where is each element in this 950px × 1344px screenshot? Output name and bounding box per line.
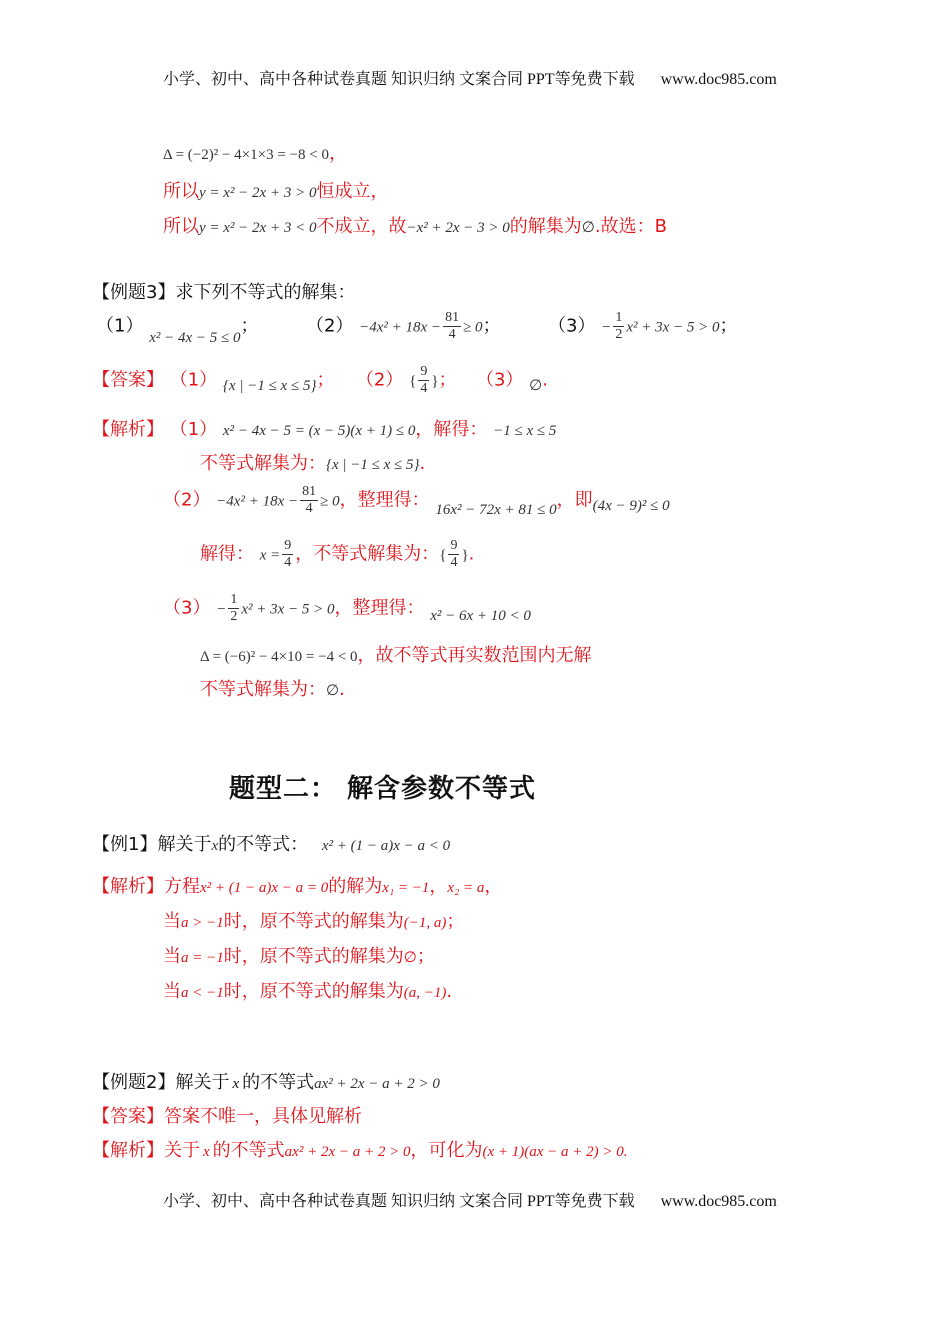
- page-header: [163, 68, 777, 92]
- p3-num: 1: [615, 310, 623, 325]
- p2-den: 4: [448, 327, 456, 342]
- p2-no: （2）: [305, 315, 354, 337]
- line3-expr2: −x² + 2x − 3 > 0: [406, 220, 510, 236]
- analysis3-line7: [200, 678, 345, 703]
- s3-delta: Δ = (−6)² − 4×10 = −4 < 0: [200, 649, 358, 665]
- analysis3-line6: [200, 644, 592, 669]
- s2-set-den: 4: [450, 555, 458, 570]
- s3-expr2: x² − 6x + 10 < 0: [430, 607, 531, 624]
- answer3-line: 【答案】 （1） $_{\{x | -1 \le x \le 5\}}$； （2） { $\frac{9}{4}$ }； （3） $_\emptyset$.: [92, 364, 548, 396]
- l3-b: 时，原不等式的解集为: [223, 946, 404, 967]
- p3-semi: ；: [719, 315, 738, 337]
- a2-fraction: [418, 364, 429, 397]
- l2-set: (−1, a): [403, 915, 447, 931]
- example3-problems: [96, 310, 738, 350]
- analysis2-expr: ax² + 2x − a + 2 > 0: [284, 1144, 411, 1160]
- example2-prompt-a: 解关于: [175, 1072, 230, 1093]
- l1-comma2: ，: [484, 876, 503, 897]
- answer2-text: 答案不唯一，具体见解析: [164, 1106, 362, 1127]
- s2-xden: 4: [284, 555, 292, 570]
- analysis3-label: 【解析】: [92, 419, 164, 440]
- l4-a: 当: [163, 981, 181, 1002]
- s2-post: ≥ 0: [320, 493, 340, 510]
- line3-mid2: 的解集为: [509, 216, 582, 237]
- example1-prompt-a: 解关于: [157, 834, 212, 855]
- analysis1-line1: [92, 875, 502, 900]
- s3-num: 1: [230, 592, 238, 607]
- p3-den: 2: [615, 327, 623, 342]
- analysis2-a: 关于: [164, 1140, 200, 1161]
- s3-delta-text: ，故不等式再实数范围内无解: [357, 645, 592, 666]
- s3-pre: −: [216, 601, 227, 618]
- analysis3-line4: 解得： x = $\frac{9}{4}$ ，不等式解集为：{ $\frac{9}{4}$ }.: [200, 538, 475, 570]
- a2-den: 4: [420, 381, 428, 396]
- example1-prompt-b: 的不等式：: [218, 834, 309, 855]
- a3-period: .: [542, 369, 548, 391]
- example3-prompt: 求下列不等式的解集：: [175, 282, 356, 303]
- l3-set: ∅: [403, 950, 417, 966]
- line2-suffix: 恒成立，: [316, 181, 389, 202]
- analysis2-b: 的不等式: [212, 1140, 285, 1161]
- l1-a: 方程: [164, 876, 200, 897]
- s3-fraction: [228, 592, 239, 625]
- empty-set-symbol: ∅: [581, 220, 595, 236]
- p2-fraction: [443, 310, 461, 343]
- s2-set-fraction: [448, 538, 459, 571]
- a3-empty: ∅: [529, 377, 543, 394]
- example1-heading: [92, 833, 450, 858]
- s2-x: x =: [259, 547, 281, 564]
- analysis1-label: 【解析】: [92, 876, 164, 897]
- a2-num: 9: [420, 364, 428, 379]
- line3-suffix: .故选：B: [594, 216, 667, 237]
- l3-a: 当: [163, 946, 181, 967]
- conclusion-line-1: [163, 180, 388, 205]
- p3-pre: −: [601, 319, 612, 336]
- example2-var: x: [232, 1076, 240, 1092]
- answer3-label: 【答案】: [92, 369, 164, 391]
- l3-semi: ；: [416, 946, 435, 967]
- s2-expr2: 16x² − 72x + 81 ≤ 0: [435, 501, 557, 518]
- l1-comma: ，: [429, 876, 448, 897]
- a1-no: （1）: [169, 369, 218, 391]
- example1-expr: x² + (1 − a)x − a < 0: [321, 838, 451, 854]
- analysis1-line3: [163, 945, 435, 970]
- example2-heading: [92, 1071, 440, 1096]
- s2-pre: −4x² + 18x −: [216, 493, 299, 510]
- line3-prefix: 所以: [163, 216, 199, 237]
- a3-no: （3）: [475, 369, 524, 391]
- s2-line2b: ，不等式解集为：: [295, 543, 440, 565]
- s2-expr3: (4x − 9)² ≤ 0: [592, 497, 670, 514]
- s1-set: {x | −1 ≤ x ≤ 5}: [326, 457, 420, 473]
- header-url[interactable]: www.doc985.com: [660, 71, 777, 88]
- x1-root: x₁ = −1: [382, 880, 430, 896]
- p2-semi: ；: [482, 315, 501, 337]
- example1-label: 【例1】: [92, 834, 158, 855]
- s3-mid: ，整理得：: [334, 597, 425, 619]
- delta-comma: ，: [328, 143, 347, 164]
- line2-expr: y = x² − 2x + 3 > 0: [199, 185, 317, 201]
- example2-expr: ax² + 2x − a + 2 > 0: [314, 1076, 440, 1092]
- page-footer: [163, 1190, 777, 1214]
- a2-semi: ；: [438, 369, 457, 391]
- s2-mid2: ，即: [556, 489, 593, 511]
- analysis3-line1: [92, 418, 556, 443]
- a1-set: {x | −1 ≤ x ≤ 5}: [222, 377, 317, 394]
- footer-url[interactable]: www.doc985.com: [660, 1193, 777, 1210]
- s2-line2: 解得：: [200, 543, 254, 565]
- s3-period: .: [339, 679, 345, 700]
- p3-post: x² + 3x − 5 > 0: [626, 319, 720, 336]
- l4-b: 时，原不等式的解集为: [223, 981, 404, 1002]
- p1-semi: ；: [240, 315, 259, 337]
- p1-no: （1）: [96, 315, 144, 337]
- s2-mid: ，整理得：: [339, 489, 430, 511]
- s3-post: x² + 3x − 5 > 0: [241, 601, 335, 618]
- delta-expr: Δ = (−2)² − 4×1×3 = −8 < 0: [163, 147, 329, 163]
- analysis3-line2: [200, 452, 425, 477]
- s2-xnum: 9: [284, 538, 292, 553]
- p3-fraction: [613, 310, 624, 343]
- s2-x-fraction: [282, 538, 293, 571]
- l4-period: .: [446, 981, 453, 1002]
- x2-root: x₂ = a: [447, 880, 485, 896]
- s1-line2: 不等式解集为：: [200, 453, 326, 474]
- analysis3-line3: [163, 484, 670, 524]
- answer2-label: 【答案】: [92, 1106, 164, 1127]
- s3-line3: 不等式解集为：: [200, 679, 326, 700]
- answer2-line: [92, 1105, 362, 1129]
- s1-expr: x² − 4x − 5 = (x − 5)(x + 1) ≤ 0: [222, 423, 416, 439]
- s2-num: 81: [302, 484, 317, 499]
- l4-set: (a, −1): [403, 985, 447, 1001]
- analysis2-expr2: (x + 1)(ax − a + 2) > 0.: [482, 1144, 628, 1160]
- s2-set-num: 9: [450, 538, 458, 553]
- s3-empty: ∅: [326, 683, 340, 699]
- analysis2-line: [92, 1139, 628, 1164]
- p3-no: （3）: [548, 315, 596, 337]
- analysis2-var: x: [203, 1144, 210, 1160]
- s3-no: （3）: [163, 597, 211, 619]
- line2-prefix: 所以: [163, 181, 199, 202]
- example2-prompt-b: 的不等式: [242, 1072, 315, 1093]
- l2-semi: ；: [446, 911, 465, 932]
- l2-cond: a > −1: [181, 915, 224, 931]
- p2-post: ≥ 0: [463, 319, 483, 336]
- analysis1-line2: [163, 910, 464, 935]
- s2-den: 4: [305, 501, 313, 516]
- l1-b: 的解为: [328, 876, 383, 897]
- l3-cond: a = −1: [181, 950, 224, 966]
- s2-period: .: [468, 543, 475, 565]
- example1-var: x: [211, 838, 219, 854]
- s2-fraction: [300, 484, 318, 517]
- a1-semi: ；: [316, 369, 335, 391]
- delta-line: [163, 142, 347, 167]
- analysis2-label: 【解析】: [92, 1140, 164, 1161]
- s2-no: （2）: [163, 489, 211, 511]
- line3-expr: y = x² − 2x + 3 < 0: [199, 220, 317, 236]
- l1-expr: x² + (1 − a)x − a = 0: [200, 880, 329, 896]
- s3-den: 2: [230, 609, 238, 624]
- s1-mid: ，解得：: [415, 419, 488, 440]
- analysis1-line4: [163, 980, 452, 1005]
- s1-no: （1）: [169, 419, 218, 440]
- a2-no: （2）: [355, 369, 404, 391]
- line3-mid: 不成立，故: [316, 216, 407, 237]
- p2-pre: −4x² + 18x −: [359, 319, 442, 336]
- footer-text: 小学、初中、高中各种试卷真题 知识归纳 文案合同 PPT等免费下载: [163, 1193, 635, 1210]
- example2-label: 【例题2】: [92, 1072, 176, 1093]
- analysis3-line5: [163, 592, 531, 632]
- l2-b: 时，原不等式的解集为: [223, 911, 404, 932]
- s1-period: .: [419, 453, 426, 474]
- l2-a: 当: [163, 911, 181, 932]
- section2-title: 题型二： 解含参数不等式: [229, 774, 537, 804]
- header-text: 小学、初中、高中各种试卷真题 知识归纳 文案合同 PPT等免费下载: [163, 71, 635, 88]
- l4-cond: a < −1: [181, 985, 224, 1001]
- example3-label: 【例题3】: [92, 282, 176, 303]
- analysis2-c: ，可化为: [410, 1140, 483, 1161]
- example3-heading: [92, 281, 355, 305]
- conclusion-line-2: [163, 215, 667, 240]
- p2-num: 81: [445, 310, 460, 325]
- s1-res: −1 ≤ x ≤ 5: [493, 423, 557, 439]
- p1-expr: x² − 4x − 5 ≤ 0: [149, 329, 241, 346]
